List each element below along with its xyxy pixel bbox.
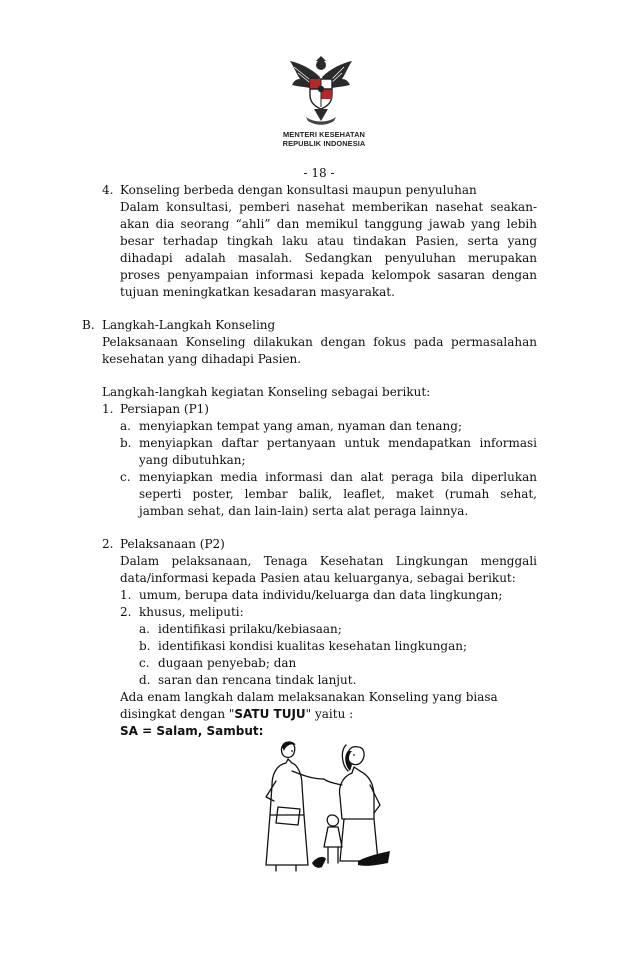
step-2-sub-2-a-text: identifikasi prilaku/kebiasaan; xyxy=(158,622,342,636)
garuda-emblem-icon xyxy=(286,55,356,127)
step-2-sub-2-marker: 2. xyxy=(120,605,132,619)
step-2-line-1: Dalam pelaksanaan, Tenaga Kesehatan Lingkungan menggali xyxy=(120,554,537,568)
item-4-line-3: besar terhadap tingkah laku atau tindakan Pasien, serta yang xyxy=(120,234,537,248)
step-1-c-line-3: jamban sehat, dan lain-lain) serta alat peraga lainnya. xyxy=(139,504,469,518)
satu-tuju-line-2 xyxy=(120,706,353,723)
step-2-sub-2-d-text: saran dan rencana tindak lanjut. xyxy=(158,673,357,687)
item-4-title: Konseling berbeda dengan konsultasi maupun penyuluhan xyxy=(120,183,477,197)
step-1-a-marker: a. xyxy=(120,419,131,433)
step-1-title: Persiapan (P1) xyxy=(120,402,209,416)
step-2-sub-2-text: khusus, meliputi: xyxy=(139,605,244,619)
item-4-line-4: dihadapi adalah masalah. Sedangkan penyuluhan merupakan xyxy=(120,251,537,265)
section-b-intro-line-2: kesehatan yang dihadapi Pasien. xyxy=(102,352,302,366)
step-2-sub-1-marker: 1. xyxy=(120,588,132,602)
step-2-sub-1-text: umum, berupa data individu/keluarga dan data lingkungan; xyxy=(139,588,503,602)
item-4-line-6: tujuan meningkatkan kesadaran masyarakat. xyxy=(120,285,395,299)
step-2-sub-2-b-marker: b. xyxy=(139,639,151,653)
step-2-sub-2-a-marker: a. xyxy=(139,622,150,636)
section-b-intro-line-1: Pelaksanaan Konseling dilakukan dengan fokus pada permasalahan xyxy=(102,335,537,349)
step-2-sub-2-d-marker: d. xyxy=(139,673,151,687)
satu-tuju-pre: disingkat dengan " xyxy=(120,707,235,721)
step-1-c-line-1: menyiapkan media informasi dan alat peraga bila diperlukan xyxy=(139,470,537,484)
greeting-illustration xyxy=(262,735,392,873)
ministry-label xyxy=(274,130,374,148)
item-4-line-2: akan dia seorang “ahli” dan memikul tanggung jawab yang lebih xyxy=(120,217,537,231)
step-2-marker: 2. xyxy=(102,537,114,551)
step-2-sub-2-c-text: dugaan penyebab; dan xyxy=(158,656,297,670)
step-1-c-line-2: seperti poster, lembar balik, leaflet, maket (rumah sehat, xyxy=(139,487,537,501)
sa-heading: SA = Salam, Sambut: xyxy=(120,724,264,738)
step-1-c-marker: c. xyxy=(120,470,131,484)
section-b-marker: B. xyxy=(82,318,95,332)
step-2-sub-2-c-marker: c. xyxy=(139,656,150,670)
step-1-marker: 1. xyxy=(102,402,114,416)
step-2-line-2: data/informasi kepada Pasien atau keluarganya, sebagai berikut: xyxy=(120,571,516,585)
item-4-line-5: proses penyampaian informasi kepada kelompok sasaran dengan xyxy=(120,268,537,282)
satu-tuju-post: " yaitu : xyxy=(305,707,354,721)
page-number: - 18 - xyxy=(303,166,335,180)
section-b-heading: Langkah-Langkah Konseling xyxy=(102,318,276,332)
item-4-marker: 4. xyxy=(102,183,114,197)
ministry-line-2: REPUBLIK INDONESIA xyxy=(282,139,366,148)
step-1-b-marker: b. xyxy=(120,436,132,450)
satu-tuju-line-1: Ada enam langkah dalam melaksanakan Konseling yang biasa xyxy=(120,690,498,704)
step-1-a-line-1: menyiapkan tempat yang aman, nyaman dan tenang; xyxy=(139,419,462,433)
step-1-b-line-1: menyiapkan daftar pertanyaan untuk mendapatkan informasi xyxy=(139,436,537,450)
step-1-b-line-2: yang dibutuhkan; xyxy=(139,453,246,467)
satu-tuju-bold: SATU TUJU xyxy=(234,707,306,721)
steps-intro: Langkah-langkah kegiatan Konseling sebagai berikut: xyxy=(102,385,431,399)
item-4-line-1: Dalam konsultasi, pemberi nasehat memberikan nasehat seakan- xyxy=(120,200,537,214)
ministry-line-1: MENTERI KESEHATAN xyxy=(283,130,365,139)
step-2-sub-2-b-text: identifikasi kondisi kualitas kesehatan lingkungan; xyxy=(158,639,468,653)
step-2-title: Pelaksanaan (P2) xyxy=(120,537,225,551)
